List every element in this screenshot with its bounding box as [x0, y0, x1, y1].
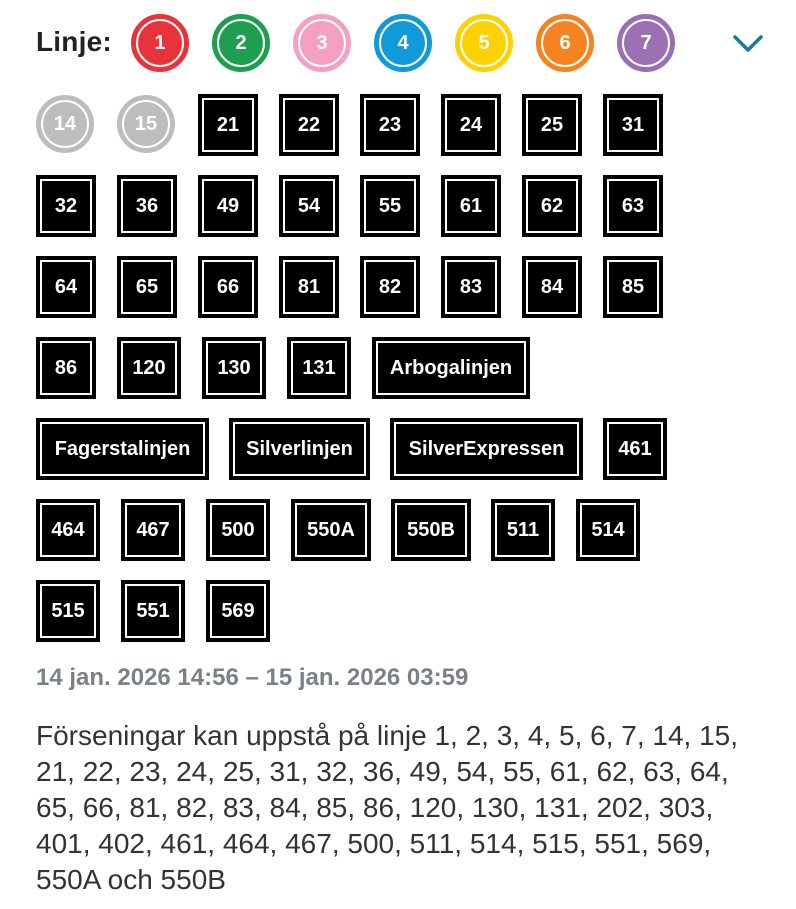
- line-badge-label: 36: [121, 179, 173, 233]
- line-badge-label: 14: [41, 100, 89, 148]
- line-badge-49: [198, 175, 258, 237]
- line-badge-label: 65: [121, 260, 173, 314]
- line-badge-label: Silverlinjen: [233, 422, 366, 476]
- line-badge-label: 5: [460, 19, 508, 67]
- line-badge-label: 550B: [395, 503, 467, 557]
- line-badge-label: 23: [364, 98, 416, 152]
- line-badge-label: 500: [210, 503, 266, 557]
- line-badge-label: 63: [607, 179, 659, 233]
- line-badge-14: [36, 95, 94, 153]
- line-badge-4: [374, 14, 432, 72]
- line-badge-66: [198, 256, 258, 318]
- line-badge-label: 31: [607, 98, 659, 152]
- line-badge-label: 85: [607, 260, 659, 314]
- line-badge-label: 49: [202, 179, 254, 233]
- line-badge-label: 4: [379, 19, 427, 67]
- line-badge-3: [293, 14, 351, 72]
- line-badge-569: [206, 580, 270, 642]
- line-badge-467: [121, 499, 185, 561]
- line-badge-label: 24: [445, 98, 497, 152]
- line-badge-61: [441, 175, 501, 237]
- line-badge-label: Arbogalinjen: [376, 341, 526, 395]
- line-badge-label: 15: [122, 100, 170, 148]
- line-badge-label: 6: [541, 19, 589, 67]
- line-badge-label: 550A: [295, 503, 367, 557]
- line-badge-label: 61: [445, 179, 497, 233]
- line-badge-551: [121, 580, 185, 642]
- line-badge-label: 130: [206, 341, 262, 395]
- line-badge-arbogalinjen: [372, 337, 530, 399]
- line-badge-1: [131, 14, 189, 72]
- line-badge-label: 467: [125, 503, 181, 557]
- line-badge-83: [441, 256, 501, 318]
- line-badge-label: 62: [526, 179, 578, 233]
- line-badge-500: [206, 499, 270, 561]
- line-badge-54: [279, 175, 339, 237]
- line-badge-515: [36, 580, 100, 642]
- line-badge-23: [360, 94, 420, 156]
- line-badge-label: 511: [495, 503, 551, 557]
- disruption-message: Förseningar kan uppstå på linje 1, 2, 3, 4, 5, 6, 7, 14, 15, 21, 22, 23, 24, 25, 31, 32, 36, 49, 54, 55, 61, 62, 63, 64, 65, 66, 81, 82, 83, 84, 85, 86, 120, 130, 131, 202, 303, 401, 402, 461, 464, 467, 500, 511, 514, 515, 551, 569, 550A och 550B: [36, 720, 739, 895]
- line-badge-86: [36, 337, 96, 399]
- line-badge-55: [360, 175, 420, 237]
- chevron-down-icon[interactable]: [728, 28, 768, 60]
- line-badge-label: Fagerstalinjen: [40, 422, 205, 476]
- line-badge-63: [603, 175, 663, 237]
- line-badge-label: 514: [580, 503, 636, 557]
- line-badge-label: 464: [40, 503, 96, 557]
- line-badge-label: 55: [364, 179, 416, 233]
- line-badge-silverexpressen: [390, 418, 583, 480]
- line-badge-label: 54: [283, 179, 335, 233]
- line-badge-5: [455, 14, 513, 72]
- line-badge-label: 22: [283, 98, 335, 152]
- line-badge-511: [491, 499, 555, 561]
- lines-label: Linje:: [36, 26, 112, 57]
- line-badge-label: 66: [202, 260, 254, 314]
- line-badge-2: [212, 14, 270, 72]
- line-badge-label: SilverExpressen: [394, 422, 579, 476]
- line-badge-64: [36, 256, 96, 318]
- line-badge-514: [576, 499, 640, 561]
- line-badge-7: [617, 14, 675, 72]
- line-badge-461: [603, 418, 667, 480]
- line-badge-fagerstalinjen: [36, 418, 209, 480]
- line-badge-label: 2: [217, 19, 265, 67]
- line-badge-31: [603, 94, 663, 156]
- line-badge-label: 569: [210, 584, 266, 638]
- line-badge-36: [117, 175, 177, 237]
- line-badge-label: 551: [125, 584, 181, 638]
- line-badge-130: [202, 337, 266, 399]
- line-badge-silverlinjen: [229, 418, 370, 480]
- line-badge-550b: [391, 499, 471, 561]
- line-badge-label: 461: [607, 422, 663, 476]
- line-badge-82: [360, 256, 420, 318]
- line-badge-label: 84: [526, 260, 578, 314]
- disruption-date-range: 14 jan. 2026 14:56 – 15 jan. 2026 03:59: [36, 664, 469, 691]
- line-badge-15: [117, 95, 175, 153]
- line-badge-550a: [291, 499, 371, 561]
- line-badge-label: 120: [121, 341, 177, 395]
- line-badge-label: 25: [526, 98, 578, 152]
- line-badge-6: [536, 14, 594, 72]
- line-badge-32: [36, 175, 96, 237]
- line-badge-21: [198, 94, 258, 156]
- line-badge-62: [522, 175, 582, 237]
- line-badge-85: [603, 256, 663, 318]
- line-badge-131: [287, 337, 351, 399]
- line-badge-label: 131: [291, 341, 347, 395]
- line-badge-label: 21: [202, 98, 254, 152]
- line-badge-22: [279, 94, 339, 156]
- line-badge-label: 81: [283, 260, 335, 314]
- line-badge-label: 3: [298, 19, 346, 67]
- line-badge-label: 64: [40, 260, 92, 314]
- line-badge-65: [117, 256, 177, 318]
- lines-header: [36, 14, 776, 74]
- line-badge-label: 1: [136, 19, 184, 67]
- line-badge-label: 86: [40, 341, 92, 395]
- line-badge-label: 32: [40, 179, 92, 233]
- line-badge-84: [522, 256, 582, 318]
- line-badge-120: [117, 337, 181, 399]
- line-badge-label: 82: [364, 260, 416, 314]
- line-badge-label: 515: [40, 584, 96, 638]
- line-badge-464: [36, 499, 100, 561]
- line-badge-24: [441, 94, 501, 156]
- line-badge-81: [279, 256, 339, 318]
- line-badge-label: 83: [445, 260, 497, 314]
- line-badge-25: [522, 94, 582, 156]
- line-badge-label: 7: [622, 19, 670, 67]
